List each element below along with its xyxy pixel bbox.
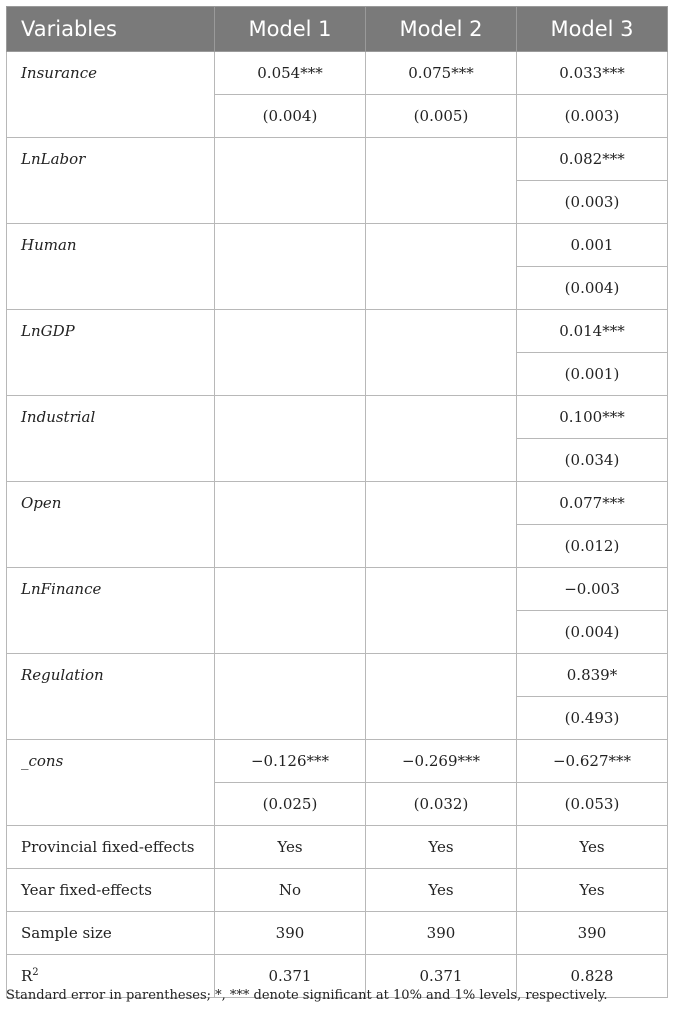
summary-label: Year fixed-effects xyxy=(7,869,215,912)
summary-value: 0.371 xyxy=(215,955,366,998)
coefficient-cell: 0.075*** xyxy=(366,52,517,95)
std-error-cell: (0.004) xyxy=(517,611,668,654)
std-error-cell: (0.003) xyxy=(517,95,668,138)
variable-name: Industrial xyxy=(7,396,215,482)
empty-cell xyxy=(215,654,366,740)
coefficient-cell: 0.014*** xyxy=(517,310,668,353)
table-row xyxy=(7,396,668,439)
table-row xyxy=(7,568,668,611)
header-model-1: Model 1 xyxy=(215,7,366,52)
summary-value: 390 xyxy=(215,912,366,955)
variable-name: Regulation xyxy=(7,654,215,740)
table-row xyxy=(7,740,668,783)
empty-cell xyxy=(215,138,366,224)
summary-value: 0.371 xyxy=(366,955,517,998)
summary-value: Yes xyxy=(215,826,366,869)
table-row xyxy=(7,654,668,697)
regression-table xyxy=(6,6,668,998)
variable-name: LnLabor xyxy=(7,138,215,224)
std-error-cell: (0.003) xyxy=(517,181,668,224)
coefficient-cell: −0.269*** xyxy=(366,740,517,783)
summary-value: 390 xyxy=(517,912,668,955)
table-row xyxy=(7,826,668,869)
empty-cell xyxy=(215,310,366,396)
empty-cell xyxy=(215,224,366,310)
table-row xyxy=(7,482,668,525)
std-error-cell: (0.005) xyxy=(366,95,517,138)
r-squared-letter: R xyxy=(21,967,33,985)
std-error-cell: (0.001) xyxy=(517,353,668,396)
empty-cell xyxy=(366,310,517,396)
variable-name: LnFinance xyxy=(7,568,215,654)
table-header-row xyxy=(7,7,668,52)
header-model-2: Model 2 xyxy=(366,7,517,52)
summary-label: Sample size xyxy=(7,912,215,955)
table-row xyxy=(7,912,668,955)
summary-value: 0.828 xyxy=(517,955,668,998)
coefficient-cell: 0.054*** xyxy=(215,52,366,95)
empty-cell xyxy=(366,654,517,740)
variable-name: Insurance xyxy=(7,52,215,138)
coefficient-cell: −0.627*** xyxy=(517,740,668,783)
std-error-cell: (0.004) xyxy=(215,95,366,138)
summary-value: Yes xyxy=(517,869,668,912)
coefficient-cell: 0.077*** xyxy=(517,482,668,525)
table-row xyxy=(7,224,668,267)
summary-value: Yes xyxy=(366,826,517,869)
variable-name: Open xyxy=(7,482,215,568)
summary-value: No xyxy=(215,869,366,912)
empty-cell xyxy=(215,396,366,482)
empty-cell xyxy=(366,396,517,482)
header-variables: Variables xyxy=(7,7,215,52)
empty-cell xyxy=(366,482,517,568)
variable-name: _cons xyxy=(7,740,215,826)
empty-cell xyxy=(366,224,517,310)
empty-cell xyxy=(366,568,517,654)
table-row xyxy=(7,52,668,95)
empty-cell xyxy=(366,138,517,224)
empty-cell xyxy=(215,482,366,568)
empty-cell xyxy=(215,568,366,654)
std-error-cell: (0.025) xyxy=(215,783,366,826)
summary-value: Yes xyxy=(366,869,517,912)
coefficient-cell: −0.003 xyxy=(517,568,668,611)
table-row xyxy=(7,138,668,181)
coefficient-cell: 0.839* xyxy=(517,654,668,697)
header-model-3: Model 3 xyxy=(517,7,668,52)
std-error-cell: (0.012) xyxy=(517,525,668,568)
std-error-cell: (0.053) xyxy=(517,783,668,826)
coefficient-cell: 0.082*** xyxy=(517,138,668,181)
std-error-cell: (0.493) xyxy=(517,697,668,740)
coefficient-cell: 0.033*** xyxy=(517,52,668,95)
coefficient-cell: 0.001 xyxy=(517,224,668,267)
variable-name: LnGDP xyxy=(7,310,215,396)
table-row xyxy=(7,310,668,353)
std-error-cell: (0.004) xyxy=(517,267,668,310)
std-error-cell: (0.032) xyxy=(366,783,517,826)
summary-label: Provincial fixed-effects xyxy=(7,826,215,869)
summary-value: 390 xyxy=(366,912,517,955)
table-row xyxy=(7,869,668,912)
coefficient-cell: −0.126*** xyxy=(215,740,366,783)
coefficient-cell: 0.100*** xyxy=(517,396,668,439)
r-squared-superscript: 2 xyxy=(32,967,39,978)
table-footnote: Standard error in parentheses; *, *** denote significant at 10% and 1% levels, respectively. xyxy=(6,988,608,1003)
variable-name: Human xyxy=(7,224,215,310)
summary-value: Yes xyxy=(517,826,668,869)
std-error-cell: (0.034) xyxy=(517,439,668,482)
